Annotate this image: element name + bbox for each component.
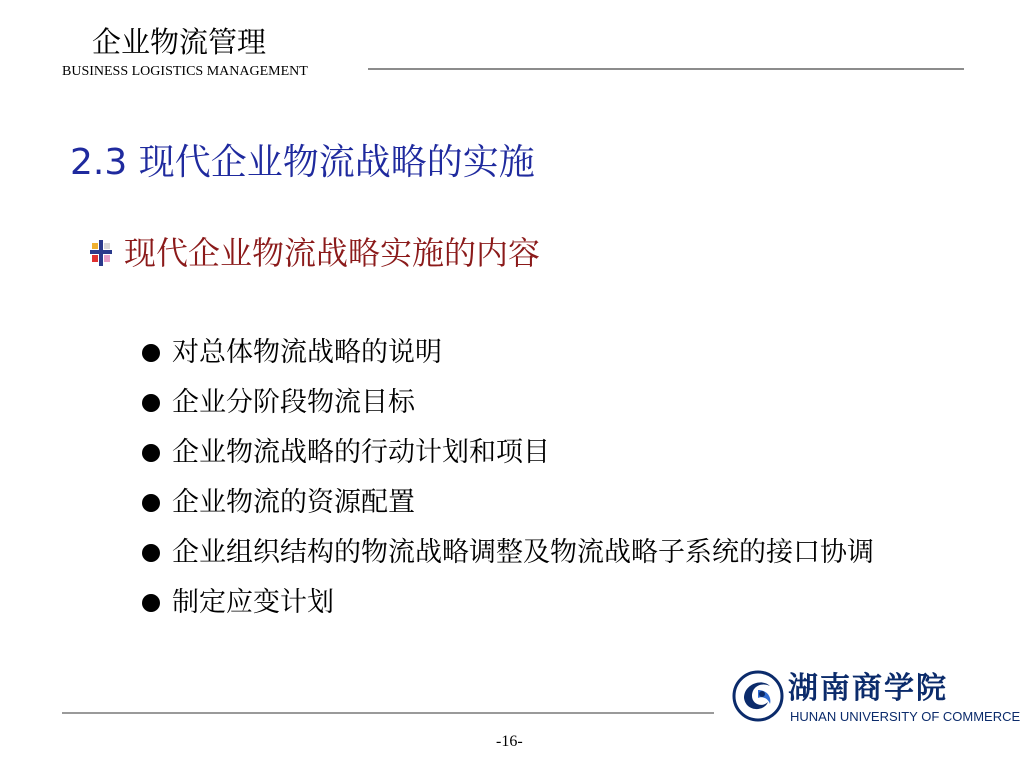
filled-circle-bullet-icon	[142, 594, 160, 612]
header-title-cn: 企业物流管理	[92, 25, 267, 59]
footer-divider	[62, 712, 714, 714]
bullet-text: 企业物流战略的行动计划和项目	[172, 437, 550, 468]
header-title-en: BUSINESS LOGISTICS MANAGEMENT	[62, 64, 308, 79]
filled-circle-bullet-icon	[142, 394, 160, 412]
list-item	[142, 433, 982, 472]
bullet-list	[142, 333, 982, 633]
bullet-text: 企业物流的资源配置	[172, 487, 415, 518]
bullet-text: 企业分阶段物流目标	[172, 387, 415, 418]
university-logo	[732, 664, 1021, 730]
university-emblem-icon	[732, 668, 784, 724]
filled-circle-bullet-icon	[142, 344, 160, 362]
slide-title: 2.3 现代企业物流战略的实施	[70, 142, 535, 183]
page-number: -16-	[496, 733, 523, 750]
list-item	[142, 483, 982, 522]
colored-block-bullet-icon	[90, 240, 112, 266]
bullet-text: 企业组织结构的物流战略调整及物流战略子系统的接口协调	[172, 537, 874, 568]
header-divider	[368, 68, 964, 70]
logo-text-en: HUNAN UNIVERSITY OF COMMERCE	[790, 709, 1021, 724]
logo-text-cn: 湖南商学院	[788, 671, 948, 706]
list-item	[142, 383, 982, 422]
list-item	[142, 333, 982, 372]
subheading-text: 现代企业物流战略实施的内容	[124, 234, 541, 272]
subheading	[90, 230, 540, 276]
list-item	[142, 583, 982, 622]
filled-circle-bullet-icon	[142, 494, 160, 512]
bullet-text: 对总体物流战略的说明	[172, 337, 442, 368]
filled-circle-bullet-icon	[142, 444, 160, 462]
bullet-text: 制定应变计划	[172, 587, 334, 618]
filled-circle-bullet-icon	[142, 544, 160, 562]
list-item	[142, 533, 982, 572]
